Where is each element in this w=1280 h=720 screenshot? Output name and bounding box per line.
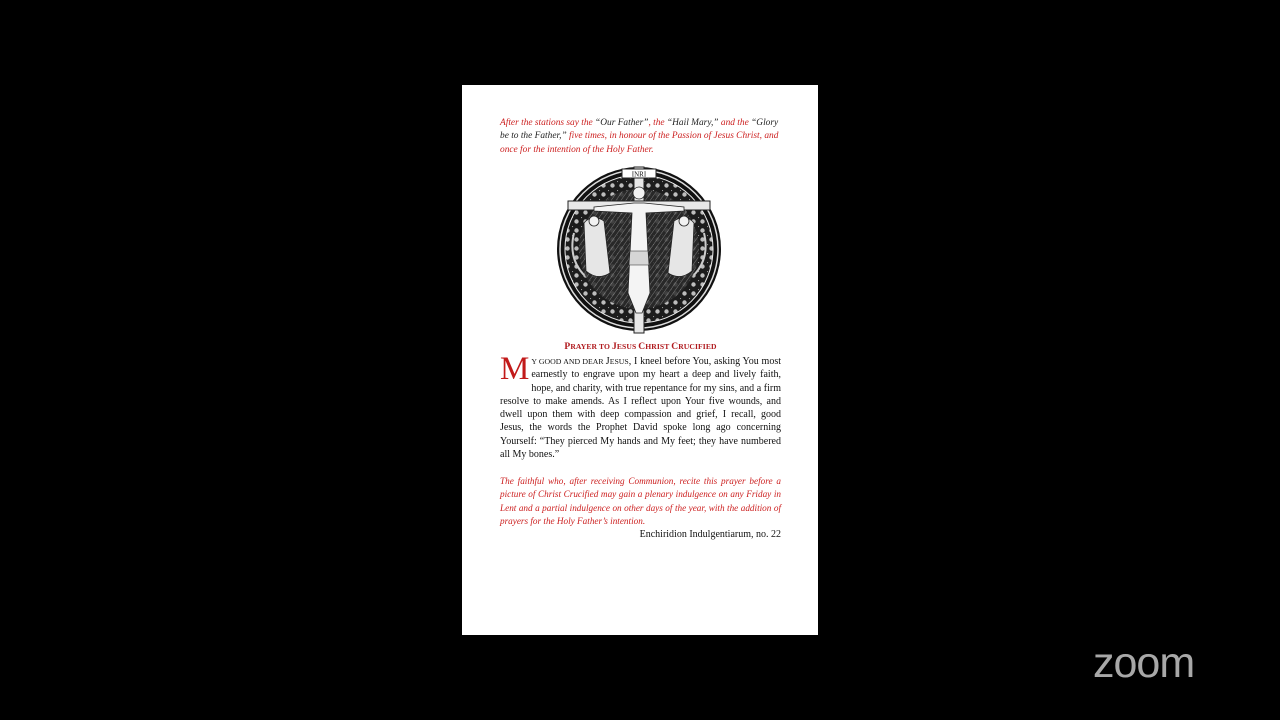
zoom-logo-watermark: zoom	[1093, 639, 1195, 687]
prayer-title-c2-rest: RUCIFIED	[678, 342, 717, 351]
prayer-body	[500, 351, 781, 461]
prayer-title	[500, 342, 781, 352]
prayer-title-p-cap: P	[564, 342, 571, 352]
shared-document-page	[462, 85, 818, 635]
intro-rubric	[500, 117, 781, 157]
prayer-text: , I kneel before You, asking You most earnestly to engrave upon my heart a deep and lively faith, hope, and charity, with true repentance for my sins, and a firm resolve to make amends. As I reflect upon Your five wounds, and dwell upon them with deep compassion and grief, I recall, good Jesus, the words the Prophet David spoke long ago concerning Yourself: “They pierced My hands and My feet; they have numbered all My bones.”	[500, 356, 781, 461]
crucifixion-medallion-image	[554, 163, 724, 335]
prayer-title-j-cap: J	[612, 342, 617, 352]
intro-part4: five times, in honour of the Passion of Jesus Christ, and once for the intention of the Holy Father.	[500, 131, 779, 155]
prayer-lead-esus: ESUS	[609, 357, 629, 366]
intro-our-father: “Our Father”	[595, 118, 649, 128]
prayer-title-j-rest: ESUS	[616, 342, 639, 351]
intro-part1: After the stations say the	[500, 118, 596, 128]
intro-part3: and the	[718, 118, 752, 128]
prayer-title-c-cap: C	[638, 342, 646, 352]
inri-label: INRI	[631, 170, 647, 179]
prayer-dropcap: M	[500, 351, 530, 387]
prayer-title-c2-cap: C	[671, 342, 679, 352]
prayer-title-p-rest: RAYER TO	[570, 342, 613, 351]
citation: Enchiridion Indulgentiarum, no. 22	[639, 529, 781, 540]
prayer-lead-smallcaps: Y GOOD AND DEAR	[531, 357, 606, 366]
intro-part2: , the	[648, 118, 667, 128]
intro-glory-be: “Glory be to the Father,”	[500, 118, 779, 142]
prayer-lead-j: J	[605, 356, 610, 367]
indulgence-note: The faithful who, after receiving Communion, recite this prayer before a picture of Christ Crucified may gain a plenary indulgence on any Friday in Lent and a partial indulgence on other days of the year, with the addition of prayers for the Holy Father’s intention.	[500, 476, 781, 527]
prayer-title-c-rest: HRIST	[645, 342, 672, 351]
intro-hail-mary: “Hail Mary,”	[666, 118, 719, 128]
